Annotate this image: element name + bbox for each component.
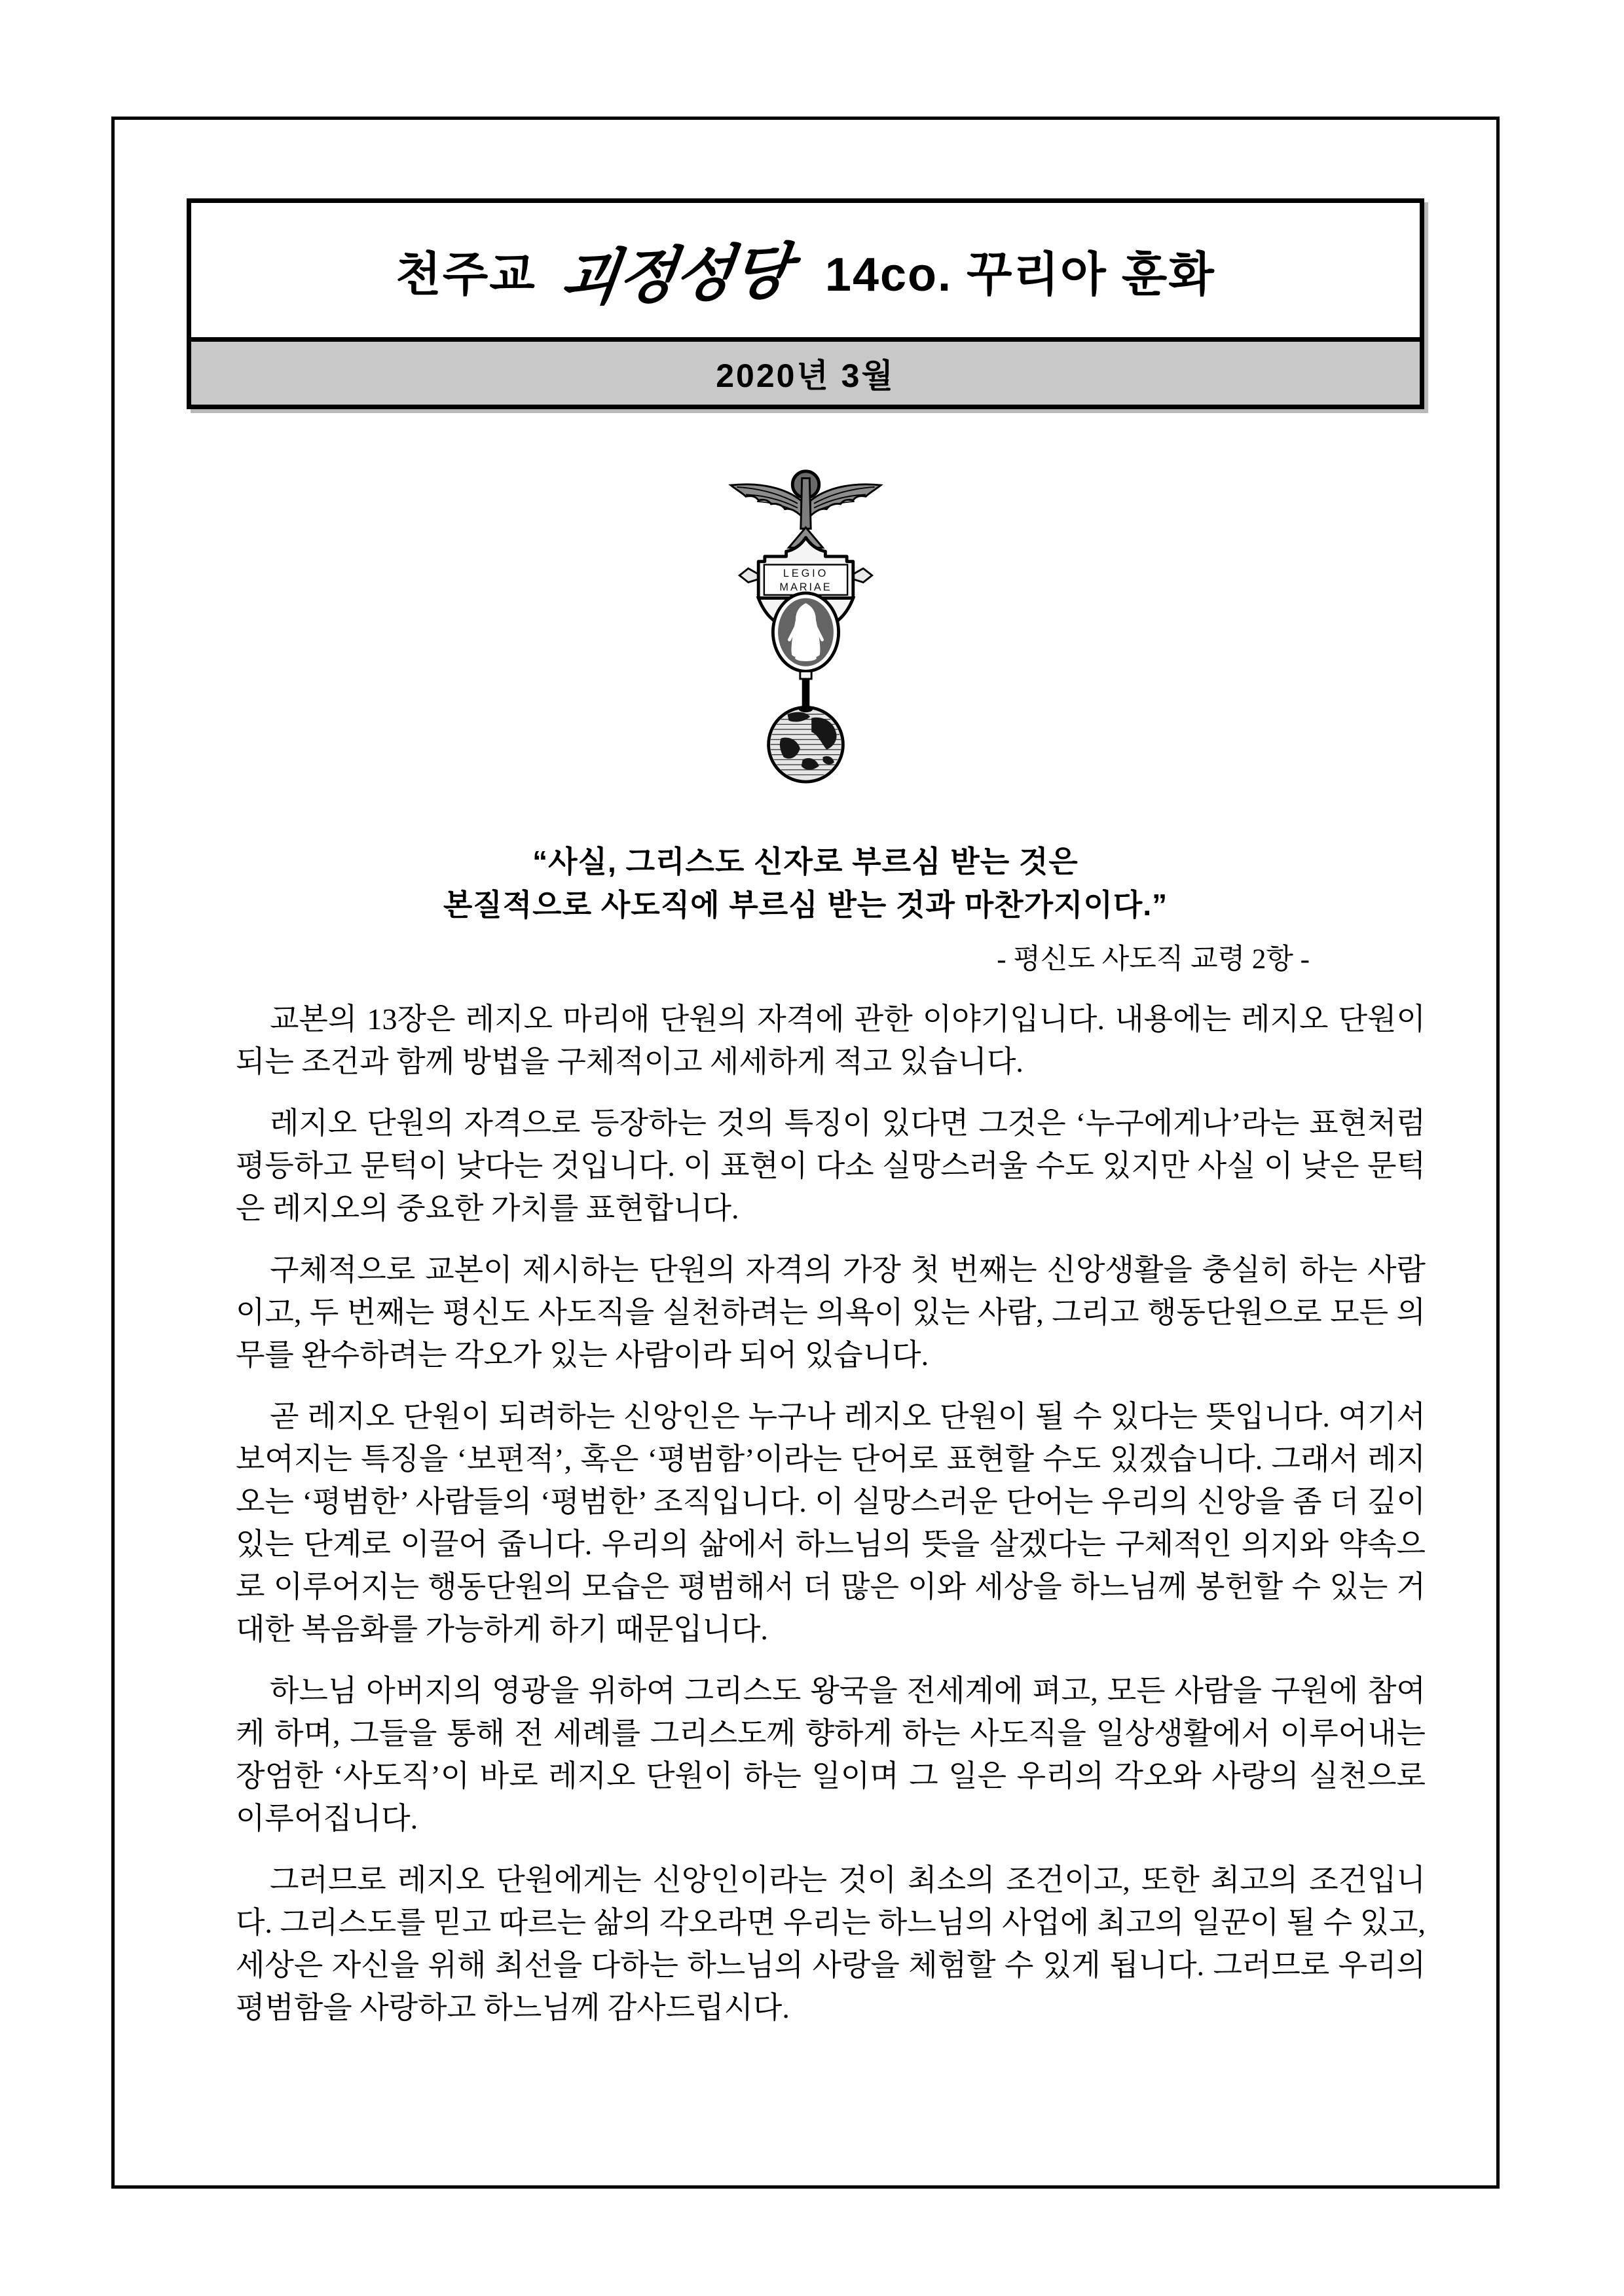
plaque-text-legio: LEGIO [783, 567, 828, 579]
paragraph: 그러므로 레지오 단원에게는 신앙인이라는 것이 최소의 조건이고, 또한 최고의 조건입니다. 그리스도를 믿고 따르는 삶의 각오라면 우리는 하느님의 사업에 최고의 일꾼이 될 수 있고, 세상은 자신을 위해 최선을 다하는 하느님의 사랑을 체험할 수 있게 됩니다. 그러므로 우리의 평범함을 사랑하고 하느님께 감사드립시다. [236, 1863, 1426, 2024]
legio-mariae-emblem [115, 468, 1496, 784]
title-prefix: 천주교 [396, 248, 536, 301]
paragraph: 레지오 단원의 자격으로 등장하는 것의 특징이 있다면 그것은 ‘누구에게나’라는 표현처럼 평등하고 문턱이 낮다는 것입니다. 이 표현이 다소 실망스러울 수도 있지만 사실 이 낮은 문턱은 레지오의 중요한 가치를 표현합니다. [236, 1106, 1426, 1225]
quote-line-2: 본질적으로 사도직에 부르심 받는 것과 마찬가지이다.” [443, 888, 1168, 922]
pole [800, 671, 811, 710]
document-title [191, 203, 1420, 337]
legio-mariae-vexillum-icon [727, 468, 885, 784]
mary-medallion-icon [773, 593, 838, 672]
globe-icon [768, 706, 843, 782]
paragraph: 하느님 아버지의 영광을 위하여 그리스도 왕국을 전세계에 펴고, 모든 사람을 구원에 참여케 하며, 그들을 통해 전 세례를 그리스도께 향하게 하는 사도직을 일상생활에서 이루어내는 장엄한 ‘사도직’이 바로 레지오 단원이 하는 일이며 그 일은 우리의 각오와 사랑의 실천으로 이루어집니다. [236, 1674, 1426, 1835]
title-suffix: 14co. 꾸리아 훈화 [824, 248, 1215, 301]
quote-block [115, 840, 1496, 926]
masthead [187, 198, 1424, 409]
paragraph: 곧 레지오 단원이 되려하는 신앙인은 누구나 레지오 단원이 될 수 있다는 뜻입니다. 여기서 보여지는 특징을 ‘보편적’, 혹은 ‘평범함’이라는 단어로 표현할 수도 있겠습니다. 그래서 레지오는 ‘평범한’ 사람들의 ‘평범한’ 조직입니다. 이 실망스러운 단어는 우리의 신앙을 좀 더 깊이 있는 단계로 이끌어 줍니다. 우리의 삶에서 하느님의 뜻을 살겠다는 구체적인 의지와 약속으로 이루어지는 행동단원의 모습은 평범해서 더 많은 이와 세상을 하느님께 봉헌할 수 있는 거대한 복음화를 가능하게 하기 때문입니다. [236, 1400, 1426, 1646]
parish-name-calligraphy: 괴정성당 [557, 238, 794, 313]
paragraph: 구체적으로 교본이 제시하는 단원의 자격의 가장 첫 번째는 신앙생활을 충실히 하는 사람이고, 두 번째는 평신도 사도직을 실천하려는 의욕이 있는 사람, 그리고 행동단원으로 모든 의무를 완수하려는 각오가 있는 사람이라 되어 있습니다. [236, 1253, 1426, 1372]
page-border-frame [111, 117, 1500, 2189]
plaque-text-mariae: MARIAE [779, 581, 832, 594]
quote-line-1: “사실, 그리스도 신자로 부르심 받는 것은 [532, 845, 1079, 879]
issue-date-bar: 2020년 3월 [191, 337, 1420, 405]
paragraph: 교본의 13장은 레지오 마리애 단원의 자격에 관한 이야기입니다. 내용에는 레지오 단원이 되는 조건과 함께 방법을 구체적이고 세세하게 적고 있습니다. [236, 1002, 1426, 1078]
body-text [115, 998, 1496, 2029]
quote-attribution: - 평신도 사도직 교령 2항 - [997, 944, 1310, 975]
